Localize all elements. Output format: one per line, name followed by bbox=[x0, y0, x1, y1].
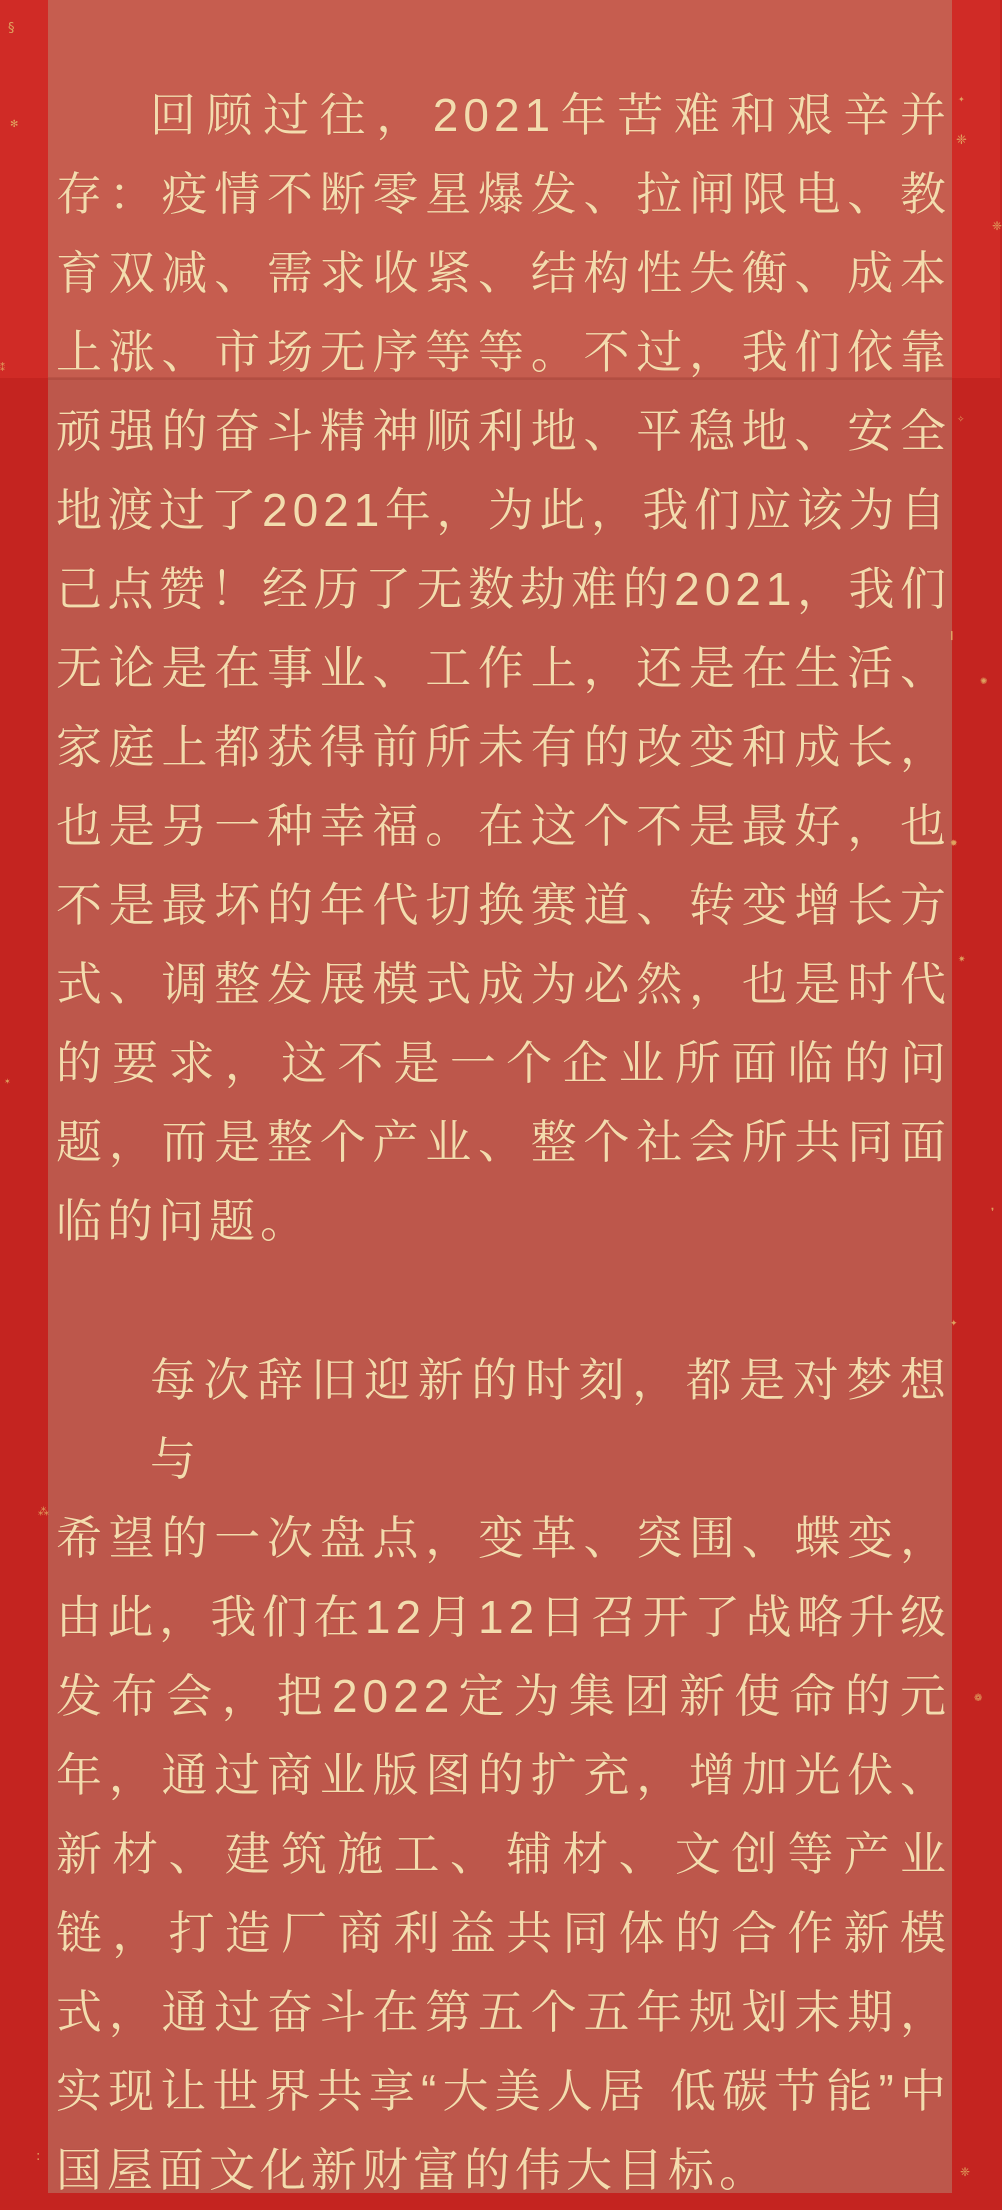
border-ornament-icon: ⁂ bbox=[38, 1505, 49, 1518]
paragraph-1 bbox=[56, 76, 951, 1261]
border-ornament-icon: ❈ bbox=[956, 133, 967, 148]
text-line: 年，通过商业版图的扩充，增加光伏、 bbox=[56, 1749, 951, 1801]
text-line: 地渡过了2021年，为此，我们应该为自 bbox=[56, 484, 951, 536]
paragraph-2 bbox=[56, 1341, 951, 2210]
border-ornament-icon: ✧ bbox=[957, 415, 965, 425]
text-line: 新材、建筑施工、辅材、文创等产业 bbox=[56, 1828, 951, 1880]
text-line: 式、调整发展模式成为必然，也是时代 bbox=[56, 958, 951, 1010]
text-line: 临的问题。 bbox=[56, 1195, 311, 1247]
border-ornament-icon: ✻ bbox=[10, 119, 19, 130]
text-line: 己点赞！经历了无数劫难的2021，我们 bbox=[56, 563, 951, 615]
border-ornament-icon: ❈ bbox=[960, 2165, 971, 2179]
text-line: 由此，我们在12月12日召开了战略升级 bbox=[56, 1591, 951, 1643]
text-line: 国屋面文化新财富的伟大目标。 bbox=[56, 2144, 770, 2196]
text-line: 回顾过往，2021年苦难和艰辛并 bbox=[150, 89, 951, 141]
text-line: 家庭上都获得前所未有的改变和成长， bbox=[56, 721, 951, 773]
text-line: 式，通过奋斗在第五个五年规划末期， bbox=[56, 1986, 951, 2038]
text-line: 希望的一次盘点，变革、突围、蝶变， bbox=[56, 1512, 951, 1564]
text-line: 发布会，把2022定为集团新使命的元 bbox=[56, 1670, 951, 1722]
text-line: 链，打造厂商利益共同体的合作新模 bbox=[56, 1907, 951, 1959]
border-ornament-icon: ✷ bbox=[958, 955, 966, 965]
text-line: 顽强的奋斗精神顺利地、平稳地、安全 bbox=[56, 405, 951, 457]
border-ornament-icon: ✹ bbox=[950, 839, 958, 849]
border-ornament-icon: : bbox=[36, 2149, 41, 2164]
border-ornament-icon: ❁ bbox=[974, 1693, 983, 1704]
text-line: 无论是在事业、工作上，还是在生活、 bbox=[56, 642, 951, 694]
border-ornament-icon: ✦ bbox=[950, 1319, 958, 1329]
border-ornament-icon: ✦ bbox=[958, 95, 965, 104]
border-ornament-icon: ❙ bbox=[948, 631, 956, 641]
text-line: 题，而是整个产业、整个社会所共同面 bbox=[56, 1116, 951, 1168]
article bbox=[56, 76, 951, 2210]
text-line: 不是最坏的年代切换赛道、转变增长方 bbox=[56, 879, 951, 931]
text-line: 育双减、需求收紧、结构性失衡、成本 bbox=[56, 247, 951, 299]
text-line: 上涨、市场无序等等。不过，我们依靠 bbox=[56, 326, 951, 378]
border-ornament-icon: § bbox=[8, 21, 15, 36]
border-ornament-icon: ⁑ bbox=[0, 363, 5, 374]
text-line: 每次辞旧迎新的时刻，都是对梦想与 bbox=[150, 1354, 951, 1485]
text-line: 的要求，这不是一个企业所面临的问 bbox=[56, 1037, 951, 1089]
border-ornament-icon: ✺ bbox=[980, 677, 988, 687]
border-ornament-icon: ✶ bbox=[4, 1077, 11, 1086]
text-line: 也是另一种幸福。在这个不是最好，也 bbox=[56, 800, 951, 852]
border-ornament-icon: ❜ bbox=[991, 1207, 995, 1218]
border-ornament-icon: ❈ bbox=[992, 219, 1002, 233]
text-line: 实现让世界共享“大美人居 低碳节能”中 bbox=[56, 2065, 951, 2117]
text-line: 存：疫情不断零星爆发、拉闸限电、教 bbox=[56, 168, 951, 220]
